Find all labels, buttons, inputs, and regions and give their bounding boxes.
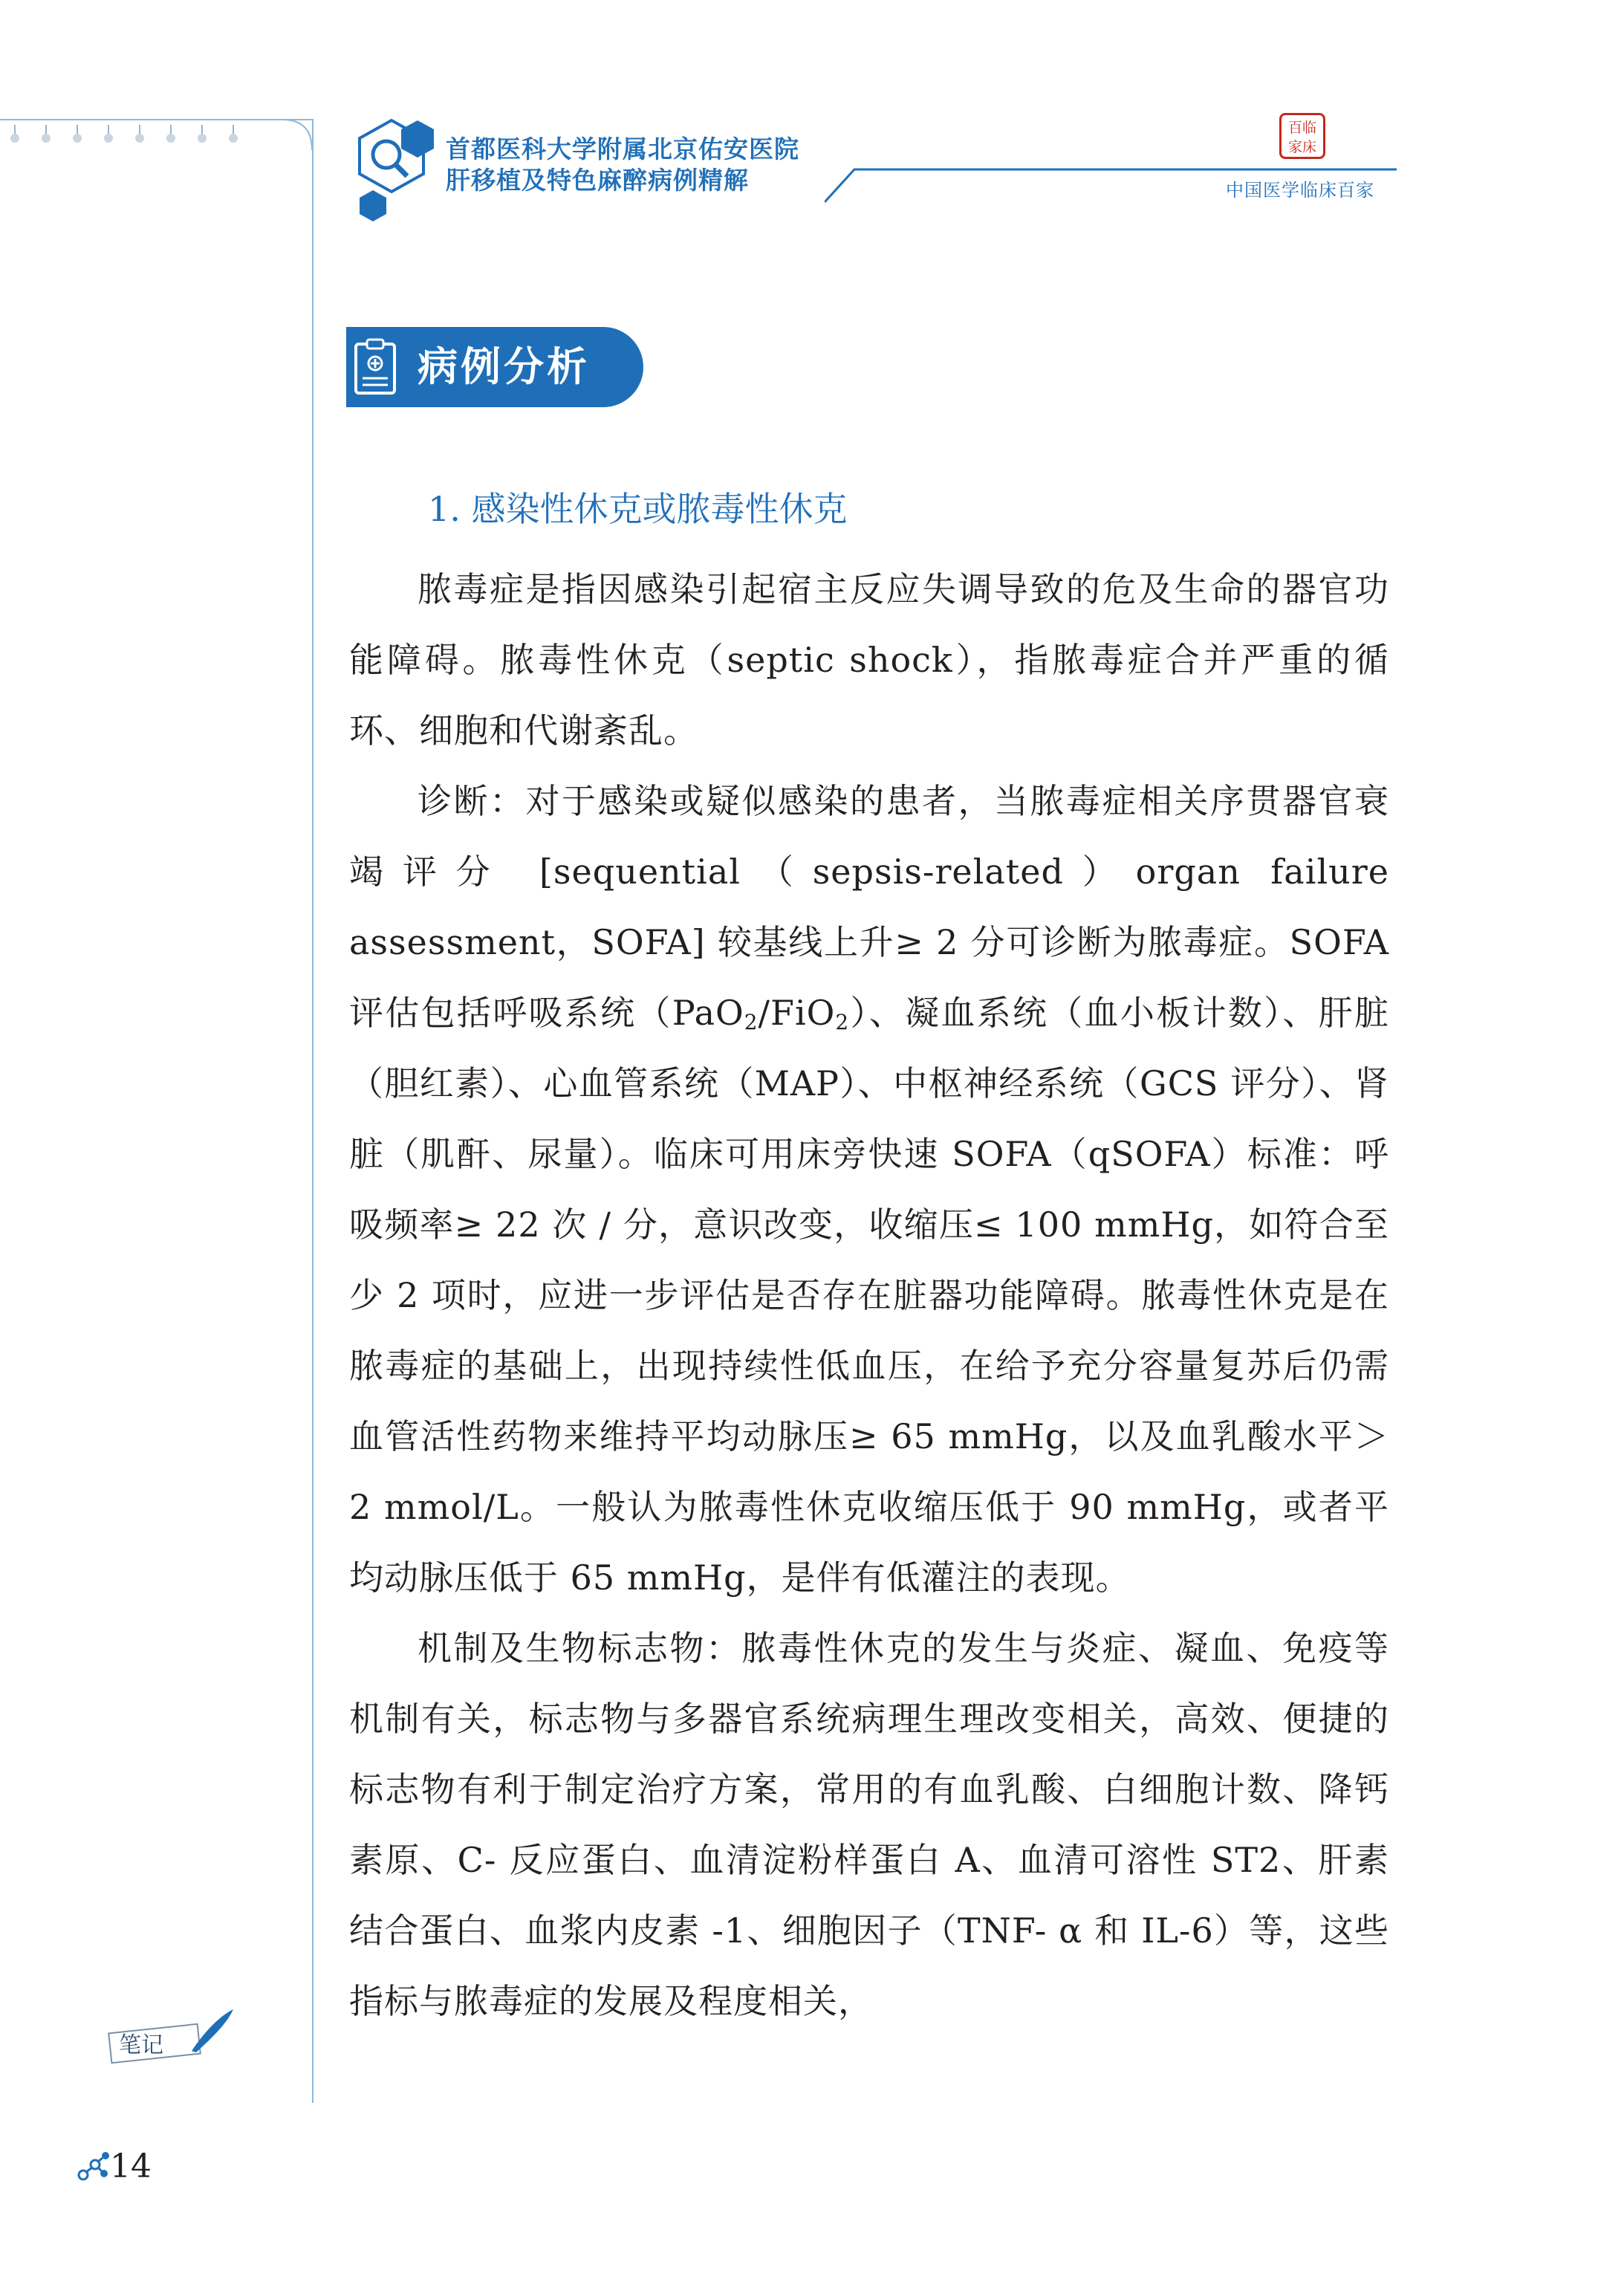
binder-pin — [10, 125, 19, 143]
paragraph-definition: 脓毒症是指因感染引起宿主反应失调导致的危及生命的器官功能障碍。脓毒性休克（septic shock），指脓毒症合并严重的循环、细胞和代谢紊乱。 — [349, 569, 1389, 751]
binder-pin — [198, 125, 207, 143]
notes-label-icon — [103, 2006, 236, 2066]
series-name: 中国医学临床百家 — [1226, 180, 1374, 201]
header-title-line1: 首都医科大学附属北京佑安医院 — [446, 134, 799, 163]
svg-text:笔记: 笔记 — [119, 2032, 163, 2058]
header-titles — [446, 134, 799, 196]
publisher-seal: 百临 家床 — [1279, 113, 1325, 159]
binder-pin — [104, 125, 113, 143]
binder-pin — [73, 125, 82, 143]
header-title-line2: 肝移植及特色麻醉病例精解 — [446, 166, 749, 195]
page-number: 14 — [110, 2148, 152, 2185]
paragraph-mechanism: 机制及生物标志物：脓毒性休克的发生与炎症、凝血、免疫等机制有关，标志物与多器官系统病理生理改变相关，高效、便捷的标志物有利于制定治疗方案，常用的有血乳酸、白细胞计数、降钙素原、C- 反应蛋白、血清淀粉样蛋白 A、血清可溶性 ST2、肝素结合蛋白、血浆内皮素 -1、细胞因子（TNF- α 和 IL-6）等，这些指标与脓毒症的发展及程度相关， — [349, 1628, 1389, 2021]
binder-pin — [135, 125, 144, 143]
hexagon-logo-icon — [343, 119, 440, 230]
subheading-text: 感染性休克或脓毒性休克 — [471, 489, 848, 529]
subheading — [428, 483, 848, 535]
paragraph-diagnosis: 诊断：对于感染或疑似感染的患者，当脓毒症相关序贯器官衰竭评分 [sequential（sepsis-related）organ failure assessment，SOFA] 较基线上升≥ 2 分可诊断为脓毒症。SOFA 评估包括呼吸系统（PaO$_2$/FiO$_2$）、凝血系统（血小板计数）、肝脏（胆红素）、心血管系统（MAP）、中枢神经系统（GCS 评分）、肾脏（肌酐、尿量）。临床可用床旁快速 SOFA（qSOFA）标准：呼吸频率≥ 22 次 / 分，意识改变，收缩压≤ 100 mmHg，如符合至少 2 项时，应进一步评估是否存在脏器功能障碍。脓毒性休克是在脓毒症的基础上，出现持续性低血压，在给予充分容量复苏后仍需血管活性药物来维持平均动脉压≥ 65 mmHg，以及血乳酸水平＞ 2 mmol/L。一般认为脓毒性休克收缩压低于 90 mmHg，或者平均动脉压低于 65 mmHg，是伴有低灌注的表现。 — [349, 781, 1389, 1598]
margin-corner — [282, 119, 315, 152]
margin-divider — [312, 119, 314, 2103]
section-title: 病例分析 — [418, 343, 590, 390]
binder-pin — [42, 125, 51, 143]
binder-pin — [229, 125, 238, 143]
clipboard-icon — [354, 338, 397, 396]
body-text — [349, 554, 1389, 2037]
binder-pin — [166, 125, 175, 143]
margin-top-rule — [0, 119, 312, 120]
subheading-number: 1. — [428, 489, 461, 529]
molecule-icon — [77, 2150, 110, 2182]
